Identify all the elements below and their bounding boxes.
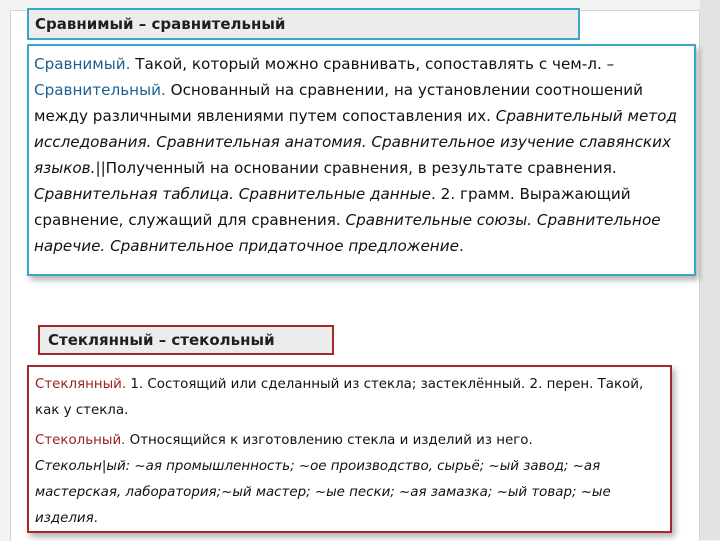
end-period-2: . — [93, 511, 98, 526]
term-sravnitelny: Сравнительный. — [34, 81, 166, 99]
def-stekolny: Относящийся к изготовлению стекла и изделий из него. — [125, 433, 533, 448]
end-period-1: . — [458, 237, 464, 255]
definition-panel-2 — [27, 365, 672, 533]
definition-panel-1 — [27, 44, 696, 276]
examples-stekolny: Стекольн|ый: ~ая промышленность; ~ое производство, сырьё; ~ый завод; ~ая мастерская, лаборатория;~ый мастер; ~ые пески; ~ая замазка; ~ый товар; ~ые изделия — [35, 459, 611, 526]
def-sravnimy: Такой, который можно сравнивать, сопоставлять с чем-л. – — [130, 55, 615, 73]
def-sravnitelny: Основанный на сравнении, на установлении соотношений между различными явлениями путем сопоставления их. — [34, 81, 644, 125]
examples-3: Сравнительные союзы. Сравнительное наречие. Сравнительное придаточное предложение — [34, 211, 661, 255]
definition-part-3: . 2. грамм. Выражающий сравнение, служащий для сравнения. — [34, 185, 631, 229]
definition-stek — [35, 428, 662, 532]
term-steklyanny: Стеклянный. — [35, 377, 127, 392]
definition-text-1 — [34, 51, 686, 259]
term-sravnimy: Сравнимый. — [34, 55, 131, 73]
section-title-1: Сравнимый – сравнительный — [27, 8, 580, 40]
examples-2: Сравнительная таблица. Сравнительные данные — [34, 185, 431, 203]
background-strip — [700, 0, 720, 540]
definition-stekl — [35, 372, 662, 424]
examples-1: Сравнительный метод исследования. Сравнительная анатомия. Сравнительное изучение славянских языков. — [34, 107, 677, 177]
definition-part-2: ||Полученный на основании сравнения, в результате сравнения. — [95, 159, 617, 177]
section-title-2: Стеклянный – стекольный — [38, 325, 334, 355]
def-steklyanny: 1. Состоящий или сделанный из стекла; застеклённый. 2. перен. Такой, как у стекла. — [35, 377, 644, 418]
term-stekolny: Стекольный. — [35, 433, 126, 448]
